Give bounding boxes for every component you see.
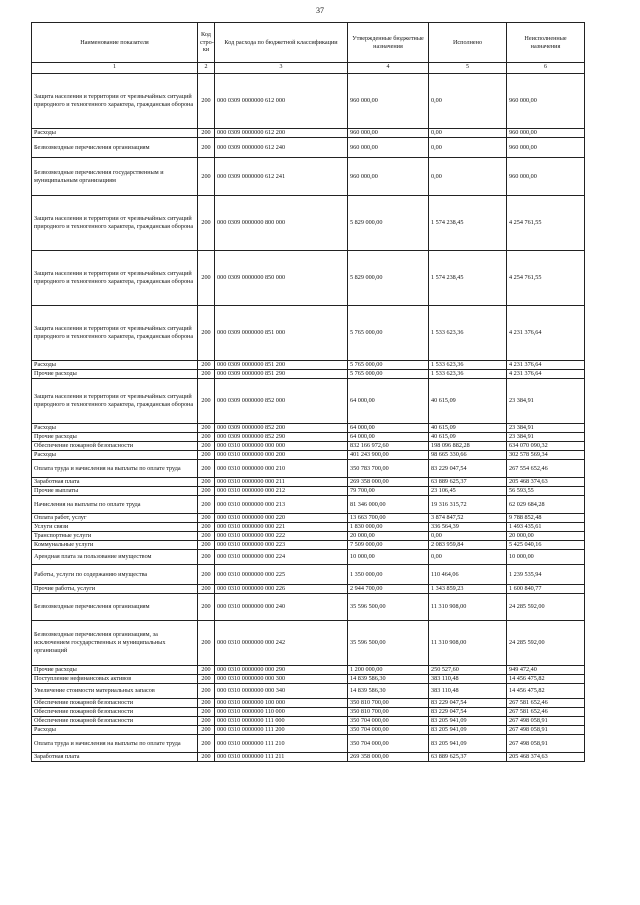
cell-executed: 1 533 623,36	[429, 306, 507, 361]
cell-executed: 83 229 047,54	[429, 699, 507, 708]
cell-executed: 1 574 238,45	[429, 196, 507, 251]
cell-budget-code: 000 0310 0000000 000 222	[215, 532, 348, 541]
header-unexecuted: Неисполненные назначения	[507, 23, 585, 63]
cell-line-code: 200	[198, 523, 215, 532]
cell-executed: 383 110,48	[429, 684, 507, 699]
cell-line-code: 200	[198, 433, 215, 442]
cell-budget-code: 000 0310 0000000 000 242	[215, 621, 348, 666]
cell-line-code: 200	[198, 532, 215, 541]
cell-indicator-name: Безвозмездные перечисления организациям, за исключением государственных и муниципальных организаций	[32, 621, 198, 666]
cell-executed: 1 574 238,45	[429, 251, 507, 306]
cell-budget-code: 000 0310 0000000 000 212	[215, 487, 348, 496]
header-approved: Утвержденные бюджетные назначения	[348, 23, 429, 63]
table-row	[32, 565, 585, 585]
cell-line-code: 200	[198, 451, 215, 460]
table-row	[32, 675, 585, 684]
cell-indicator-name: Расходы	[32, 451, 198, 460]
table-row	[32, 138, 585, 158]
cell-approved: 64 000,00	[348, 433, 429, 442]
cell-indicator-name: Безвозмездные перечисления организациям	[32, 594, 198, 621]
cell-unexecuted: 205 468 374,63	[507, 478, 585, 487]
cell-budget-code: 000 0309 0000000 612 241	[215, 158, 348, 196]
cell-unexecuted: 267 498 058,91	[507, 735, 585, 753]
cell-executed: 83 205 941,09	[429, 735, 507, 753]
cell-unexecuted: 14 456 475,82	[507, 684, 585, 699]
cell-indicator-name: Заработная плата	[32, 753, 198, 762]
cell-unexecuted: 949 472,40	[507, 666, 585, 675]
column-number: 5	[429, 63, 507, 74]
cell-unexecuted: 23 384,91	[507, 379, 585, 424]
cell-indicator-name: Безвозмездные перечисления государственным и муниципальным организациям	[32, 158, 198, 196]
cell-budget-code: 000 0310 0000000 000 000	[215, 442, 348, 451]
cell-budget-code: 000 0309 0000000 800 000	[215, 196, 348, 251]
cell-line-code: 200	[198, 565, 215, 585]
cell-unexecuted: 960 000,00	[507, 74, 585, 129]
cell-unexecuted: 1 600 840,77	[507, 585, 585, 594]
cell-indicator-name: Расходы	[32, 726, 198, 735]
header-indicator-name: Наименование показателя	[32, 23, 198, 63]
cell-executed: 40 615,09	[429, 379, 507, 424]
cell-budget-code: 000 0310 0000000 000 223	[215, 541, 348, 550]
cell-line-code: 200	[198, 699, 215, 708]
cell-line-code: 200	[198, 514, 215, 523]
cell-budget-code: 000 0310 0000000 110 000	[215, 708, 348, 717]
cell-executed: 83 229 047,54	[429, 460, 507, 478]
cell-indicator-name: Оплата труда и начисления на выплаты по оплате труда	[32, 735, 198, 753]
cell-executed: 1 533 623,36	[429, 370, 507, 379]
table-row	[32, 74, 585, 129]
cell-approved: 350 704 000,00	[348, 726, 429, 735]
cell-executed: 110 464,06	[429, 565, 507, 585]
cell-budget-code: 000 0309 0000000 851 200	[215, 361, 348, 370]
cell-executed: 19 316 315,72	[429, 496, 507, 514]
cell-budget-code: 000 0310 0000000 111 211	[215, 753, 348, 762]
cell-approved: 269 358 000,00	[348, 753, 429, 762]
table-row	[32, 370, 585, 379]
cell-line-code: 200	[198, 541, 215, 550]
cell-unexecuted: 20 000,00	[507, 532, 585, 541]
table-row	[32, 433, 585, 442]
cell-unexecuted: 960 000,00	[507, 129, 585, 138]
cell-unexecuted: 4 231 376,64	[507, 370, 585, 379]
cell-unexecuted: 23 384,91	[507, 433, 585, 442]
cell-line-code: 200	[198, 708, 215, 717]
budget-execution-table	[31, 22, 585, 762]
cell-unexecuted: 62 029 684,28	[507, 496, 585, 514]
cell-unexecuted: 56 593,55	[507, 487, 585, 496]
cell-indicator-name: Защита населения и территории от чрезвычайных ситуаций природного и техногенного характера, гражданская оборона	[32, 251, 198, 306]
table-row	[32, 621, 585, 666]
cell-indicator-name: Защита населения и территории от чрезвычайных ситуаций природного и техногенного характера, гражданская оборона	[32, 74, 198, 129]
table-row	[32, 541, 585, 550]
cell-line-code: 200	[198, 379, 215, 424]
cell-indicator-name: Защита населения и территории от чрезвычайных ситуаций природного и техногенного характера, гражданская оборона	[32, 306, 198, 361]
cell-line-code: 200	[198, 621, 215, 666]
cell-executed: 0,00	[429, 129, 507, 138]
cell-indicator-name: Начисления на выплаты по оплате труда	[32, 496, 198, 514]
cell-budget-code: 000 0309 0000000 852 000	[215, 379, 348, 424]
cell-line-code: 200	[198, 74, 215, 129]
cell-executed: 63 889 625,37	[429, 478, 507, 487]
cell-approved: 79 700,00	[348, 487, 429, 496]
cell-budget-code: 000 0310 0000000 000 225	[215, 565, 348, 585]
cell-executed: 40 615,09	[429, 424, 507, 433]
cell-approved: 960 000,00	[348, 138, 429, 158]
cell-indicator-name: Оплата работ, услуг	[32, 514, 198, 523]
cell-unexecuted: 267 498 058,91	[507, 717, 585, 726]
cell-budget-code: 000 0309 0000000 851 000	[215, 306, 348, 361]
cell-unexecuted: 267 581 652,46	[507, 708, 585, 717]
cell-indicator-name: Безвозмездные перечисления организациям	[32, 138, 198, 158]
column-number: 6	[507, 63, 585, 74]
cell-approved: 350 810 700,00	[348, 699, 429, 708]
cell-indicator-name: Расходы	[32, 424, 198, 433]
cell-line-code: 200	[198, 666, 215, 675]
table-row	[32, 666, 585, 675]
cell-approved: 81 346 000,00	[348, 496, 429, 514]
cell-approved: 350 810 700,00	[348, 708, 429, 717]
cell-budget-code: 000 0310 0000000 111 000	[215, 717, 348, 726]
cell-approved: 20 000,00	[348, 532, 429, 541]
cell-budget-code: 000 0309 0000000 612 000	[215, 74, 348, 129]
cell-budget-code: 000 0310 0000000 111 210	[215, 735, 348, 753]
cell-budget-code: 000 0310 0000000 000 226	[215, 585, 348, 594]
cell-executed: 83 229 047,54	[429, 708, 507, 717]
table-row	[32, 460, 585, 478]
cell-approved: 5 765 000,00	[348, 306, 429, 361]
cell-indicator-name: Оплата труда и начисления на выплаты по оплате труда	[32, 460, 198, 478]
cell-executed: 11 310 908,00	[429, 621, 507, 666]
table-row	[32, 129, 585, 138]
table-row	[32, 532, 585, 541]
cell-line-code: 200	[198, 196, 215, 251]
table-row	[32, 726, 585, 735]
cell-approved: 269 358 000,00	[348, 478, 429, 487]
cell-approved: 64 000,00	[348, 379, 429, 424]
cell-line-code: 200	[198, 684, 215, 699]
table-row	[32, 717, 585, 726]
cell-line-code: 200	[198, 158, 215, 196]
cell-approved: 1 200 000,00	[348, 666, 429, 675]
cell-approved: 5 829 000,00	[348, 251, 429, 306]
table-row	[32, 699, 585, 708]
table-row	[32, 196, 585, 251]
column-number: 3	[215, 63, 348, 74]
table-row	[32, 753, 585, 762]
cell-line-code: 200	[198, 424, 215, 433]
cell-approved: 14 839 586,30	[348, 675, 429, 684]
cell-budget-code: 000 0310 0000000 000 210	[215, 460, 348, 478]
cell-unexecuted: 267 554 652,46	[507, 460, 585, 478]
cell-indicator-name: Поступление нефинансовых активов	[32, 675, 198, 684]
header-executed: Исполнено	[429, 23, 507, 63]
cell-executed: 98 665 330,66	[429, 451, 507, 460]
cell-budget-code: 000 0309 0000000 852 290	[215, 433, 348, 442]
cell-executed: 40 615,09	[429, 433, 507, 442]
cell-unexecuted: 960 000,00	[507, 138, 585, 158]
cell-indicator-name: Арендная плата за пользование имуществом	[32, 550, 198, 565]
cell-unexecuted: 24 285 592,00	[507, 621, 585, 666]
cell-unexecuted: 4 231 376,64	[507, 361, 585, 370]
cell-indicator-name: Прочие расходы	[32, 370, 198, 379]
cell-approved: 1 830 000,00	[348, 523, 429, 532]
cell-approved: 350 704 000,00	[348, 717, 429, 726]
cell-line-code: 200	[198, 306, 215, 361]
table-row	[32, 361, 585, 370]
cell-unexecuted: 302 578 569,34	[507, 451, 585, 460]
cell-indicator-name: Работы, услуги по содержанию имущества	[32, 565, 198, 585]
cell-indicator-name: Увеличение стоимости материальных запасов	[32, 684, 198, 699]
cell-executed: 83 205 941,09	[429, 726, 507, 735]
cell-indicator-name: Прочие работы, услуги	[32, 585, 198, 594]
cell-executed: 83 205 941,09	[429, 717, 507, 726]
cell-unexecuted: 24 285 592,00	[507, 594, 585, 621]
cell-budget-code: 000 0310 0000000 000 340	[215, 684, 348, 699]
cell-budget-code: 000 0310 0000000 000 224	[215, 550, 348, 565]
cell-approved: 5 829 000,00	[348, 196, 429, 251]
table-row	[32, 708, 585, 717]
cell-budget-code: 000 0309 0000000 850 000	[215, 251, 348, 306]
cell-executed: 0,00	[429, 158, 507, 196]
cell-line-code: 200	[198, 129, 215, 138]
cell-unexecuted: 10 000,00	[507, 550, 585, 565]
table-row	[32, 306, 585, 361]
cell-executed: 0,00	[429, 138, 507, 158]
cell-line-code: 200	[198, 735, 215, 753]
cell-line-code: 200	[198, 717, 215, 726]
cell-line-code: 200	[198, 594, 215, 621]
cell-approved: 960 000,00	[348, 74, 429, 129]
cell-line-code: 200	[198, 550, 215, 565]
column-number-row	[32, 63, 585, 74]
table-row	[32, 478, 585, 487]
cell-executed: 0,00	[429, 532, 507, 541]
cell-approved: 14 839 586,30	[348, 684, 429, 699]
cell-indicator-name: Защита населения и территории от чрезвычайных ситуаций природного и техногенного характера, гражданская оборона	[32, 379, 198, 424]
cell-unexecuted: 4 254 761,55	[507, 196, 585, 251]
cell-executed: 23 106,45	[429, 487, 507, 496]
cell-line-code: 200	[198, 251, 215, 306]
table-row	[32, 424, 585, 433]
cell-indicator-name: Защита населения и территории от чрезвычайных ситуаций природного и техногенного характера, гражданская оборона	[32, 196, 198, 251]
cell-unexecuted: 9 788 852,48	[507, 514, 585, 523]
cell-executed: 250 527,60	[429, 666, 507, 675]
cell-approved: 960 000,00	[348, 129, 429, 138]
cell-budget-code: 000 0310 0000000 000 213	[215, 496, 348, 514]
table-row	[32, 523, 585, 532]
cell-approved: 13 663 700,00	[348, 514, 429, 523]
cell-approved: 64 000,00	[348, 424, 429, 433]
cell-line-code: 200	[198, 726, 215, 735]
cell-unexecuted: 205 468 374,63	[507, 753, 585, 762]
cell-executed: 1 343 859,23	[429, 585, 507, 594]
cell-line-code: 200	[198, 370, 215, 379]
cell-executed: 3 874 847,52	[429, 514, 507, 523]
table-row	[32, 251, 585, 306]
header-budget-code: Код расхода по бюджетной классификации	[215, 23, 348, 63]
cell-line-code: 200	[198, 675, 215, 684]
cell-indicator-name: Обеспечение пожарной безопасности	[32, 442, 198, 451]
cell-executed: 383 110,48	[429, 675, 507, 684]
cell-budget-code: 000 0309 0000000 612 200	[215, 129, 348, 138]
cell-approved: 832 166 972,60	[348, 442, 429, 451]
cell-line-code: 200	[198, 460, 215, 478]
cell-budget-code: 000 0309 0000000 612 240	[215, 138, 348, 158]
cell-line-code: 200	[198, 753, 215, 762]
cell-unexecuted: 4 231 376,64	[507, 306, 585, 361]
cell-approved: 401 243 900,00	[348, 451, 429, 460]
cell-approved: 2 944 700,00	[348, 585, 429, 594]
cell-approved: 1 350 000,00	[348, 565, 429, 585]
table-row	[32, 379, 585, 424]
table-row	[32, 735, 585, 753]
cell-indicator-name: Обеспечение пожарной безопасности	[32, 699, 198, 708]
cell-executed: 63 889 625,37	[429, 753, 507, 762]
table-row	[32, 684, 585, 699]
cell-budget-code: 000 0310 0000000 000 220	[215, 514, 348, 523]
cell-budget-code: 000 0310 0000000 111 200	[215, 726, 348, 735]
cell-indicator-name: Услуги связи	[32, 523, 198, 532]
cell-line-code: 200	[198, 361, 215, 370]
cell-unexecuted: 634 070 090,32	[507, 442, 585, 451]
table-row	[32, 514, 585, 523]
table-row	[32, 451, 585, 460]
cell-indicator-name: Расходы	[32, 361, 198, 370]
table-row	[32, 442, 585, 451]
cell-indicator-name: Транспортные услуги	[32, 532, 198, 541]
cell-executed: 0,00	[429, 74, 507, 129]
table-row	[32, 594, 585, 621]
cell-approved: 35 596 500,00	[348, 594, 429, 621]
cell-budget-code: 000 0309 0000000 852 200	[215, 424, 348, 433]
table-row	[32, 158, 585, 196]
cell-unexecuted: 23 384,91	[507, 424, 585, 433]
cell-executed: 198 096 882,28	[429, 442, 507, 451]
cell-approved: 350 783 700,00	[348, 460, 429, 478]
column-number: 1	[32, 63, 198, 74]
table-row	[32, 496, 585, 514]
cell-line-code: 200	[198, 496, 215, 514]
cell-indicator-name: Прочие выплаты	[32, 487, 198, 496]
cell-line-code: 200	[198, 478, 215, 487]
cell-budget-code: 000 0310 0000000 000 211	[215, 478, 348, 487]
cell-indicator-name: Обеспечение пожарной безопасности	[32, 708, 198, 717]
cell-indicator-name: Заработная плата	[32, 478, 198, 487]
cell-approved: 5 765 000,00	[348, 361, 429, 370]
cell-line-code: 200	[198, 442, 215, 451]
cell-unexecuted: 4 254 761,55	[507, 251, 585, 306]
cell-executed: 336 564,39	[429, 523, 507, 532]
cell-approved: 7 509 000,00	[348, 541, 429, 550]
cell-indicator-name: Расходы	[32, 129, 198, 138]
table-body	[32, 74, 585, 762]
cell-approved: 350 704 000,00	[348, 735, 429, 753]
cell-indicator-name: Прочие расходы	[32, 433, 198, 442]
cell-executed: 1 533 623,36	[429, 361, 507, 370]
cell-unexecuted: 960 000,00	[507, 158, 585, 196]
cell-budget-code: 000 0310 0000000 000 290	[215, 666, 348, 675]
column-number: 2	[198, 63, 215, 74]
cell-budget-code: 000 0309 0000000 851 290	[215, 370, 348, 379]
cell-budget-code: 000 0310 0000000 100 000	[215, 699, 348, 708]
cell-line-code: 200	[198, 138, 215, 158]
cell-executed: 11 310 908,00	[429, 594, 507, 621]
cell-budget-code: 000 0310 0000000 000 300	[215, 675, 348, 684]
cell-line-code: 200	[198, 585, 215, 594]
cell-budget-code: 000 0310 0000000 000 200	[215, 451, 348, 460]
cell-indicator-name: Прочие расходы	[32, 666, 198, 675]
column-number: 4	[348, 63, 429, 74]
cell-indicator-name: Обеспечение пожарной безопасности	[32, 717, 198, 726]
table-row	[32, 550, 585, 565]
cell-approved: 960 000,00	[348, 158, 429, 196]
header-row	[32, 23, 585, 63]
cell-approved: 10 000,00	[348, 550, 429, 565]
cell-unexecuted: 14 456 475,82	[507, 675, 585, 684]
table-row	[32, 585, 585, 594]
cell-executed: 2 083 959,84	[429, 541, 507, 550]
cell-executed: 0,00	[429, 550, 507, 565]
cell-indicator-name: Коммунальные услуги	[32, 541, 198, 550]
page-number: 37	[316, 6, 324, 15]
cell-unexecuted: 1 493 435,61	[507, 523, 585, 532]
cell-unexecuted: 267 498 058,91	[507, 726, 585, 735]
header-line-code: Код стро-ки	[198, 23, 215, 63]
cell-unexecuted: 5 425 040,16	[507, 541, 585, 550]
cell-budget-code: 000 0310 0000000 000 221	[215, 523, 348, 532]
table-row	[32, 487, 585, 496]
cell-unexecuted: 1 239 535,94	[507, 565, 585, 585]
cell-approved: 35 596 500,00	[348, 621, 429, 666]
cell-line-code: 200	[198, 487, 215, 496]
cell-budget-code: 000 0310 0000000 000 240	[215, 594, 348, 621]
cell-unexecuted: 267 581 652,46	[507, 699, 585, 708]
cell-approved: 5 765 000,00	[348, 370, 429, 379]
